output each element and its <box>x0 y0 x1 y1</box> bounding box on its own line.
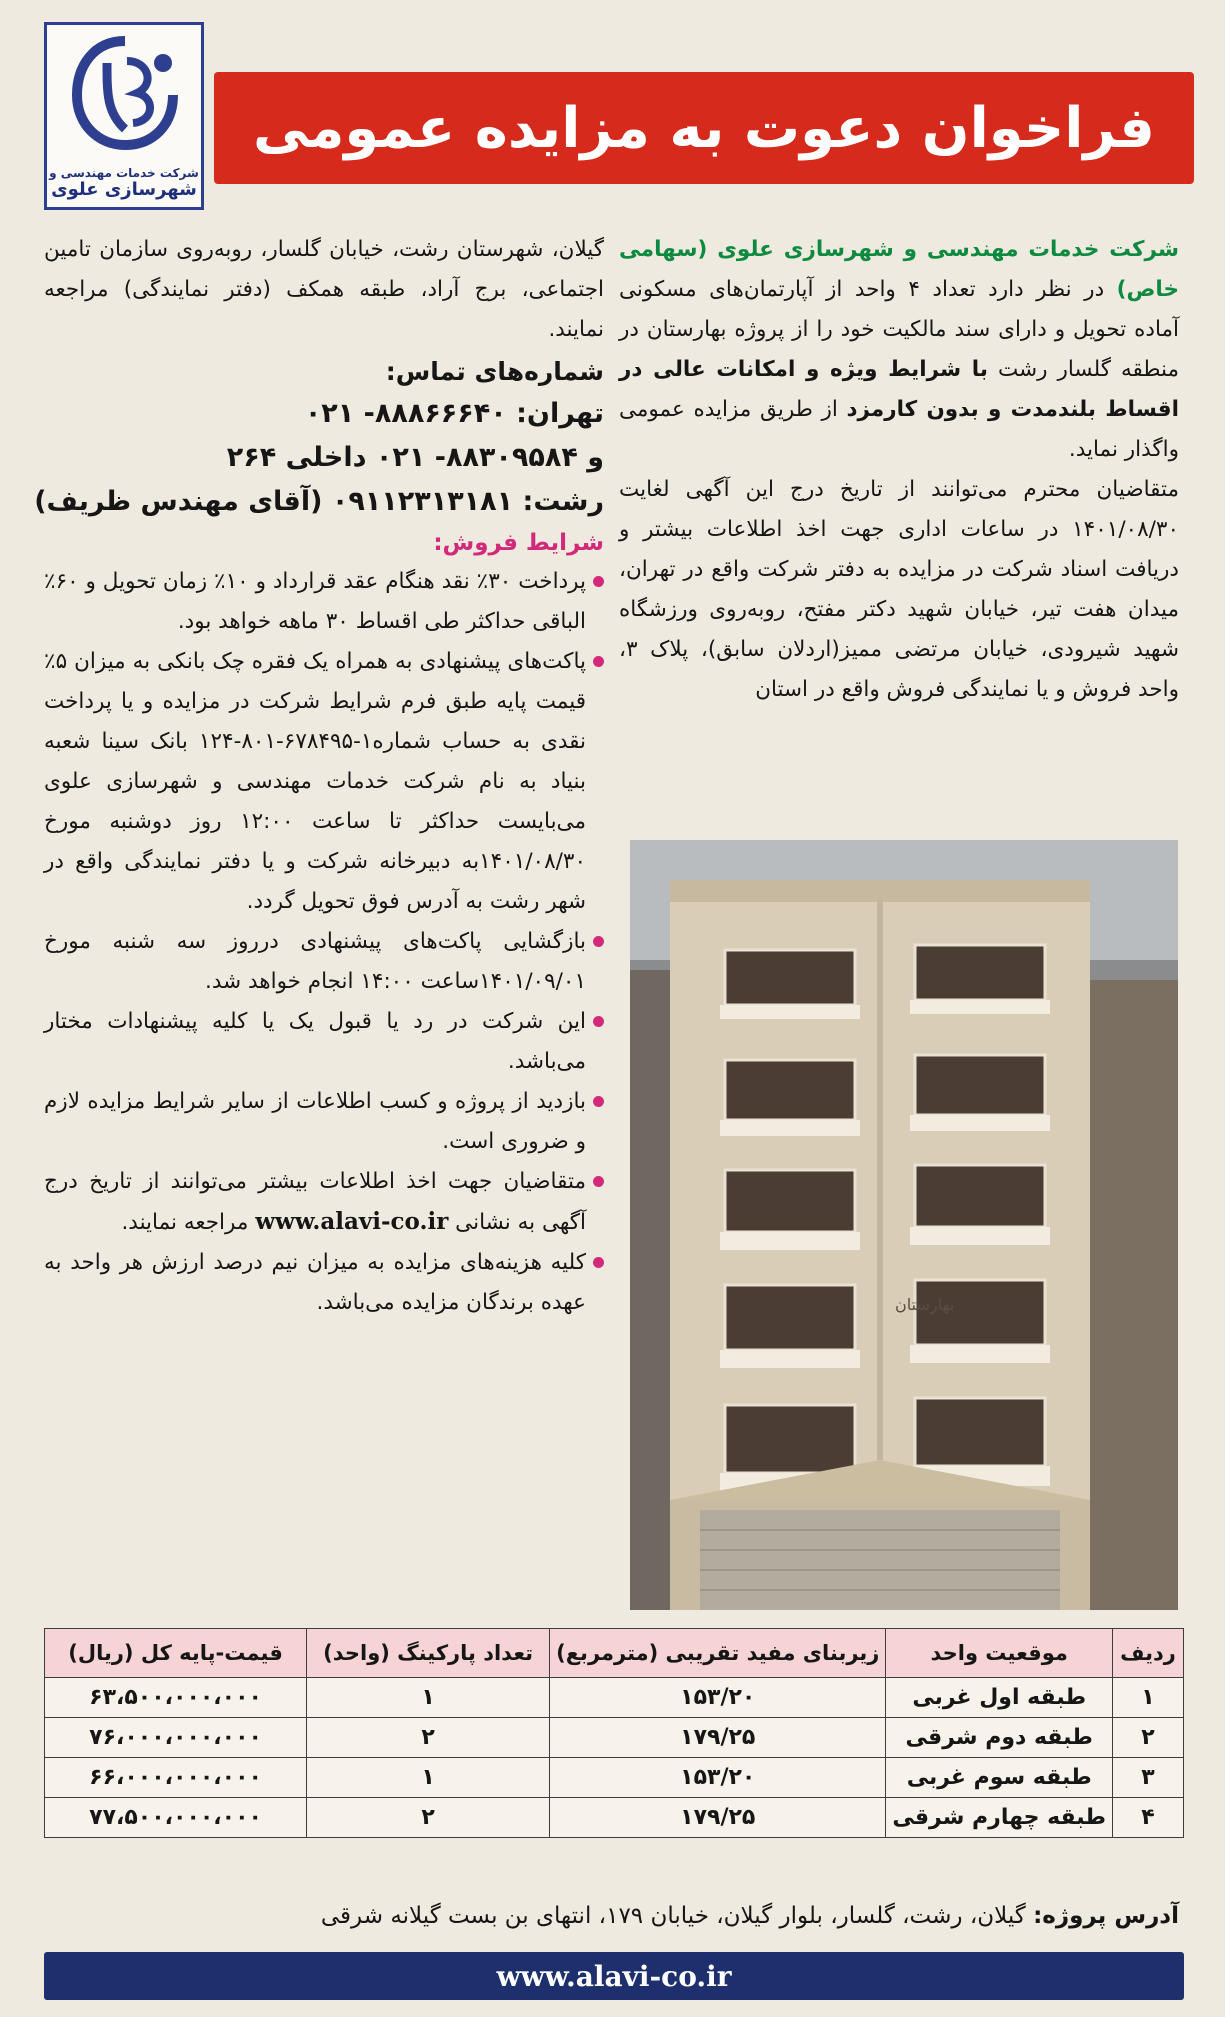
cell-area: ۱۵۳/۲۰ <box>550 1678 886 1718</box>
table-header-row <box>45 1629 1184 1678</box>
header-idx: ردیف <box>1113 1629 1184 1678</box>
condition-item <box>44 1162 604 1243</box>
condition-item: پاکت‌های پیشنهادی به همراه یک فقره چک بانکی به میزان ۵٪ قیمت پایه طبق فرم شرایط شرکت در مزایده و یا پرداخت نقدی به حساب شماره۱-۶۷۸۴۹۵-۸۰۱-۱۲۴ بانک سینا شعبه بنیاد به نام شرکت خدمات مهندسی و شهرسازی علوی می‌بایست حداکثر تا ساعت ۱۲:۰۰ روز دوشنبه مورخ ۱۴۰۱/۰۸/۳۰به دبیرخانه شرکت و یا دفتر نمایندگی واقع در شهر رشت به آدرس فوق تحویل گردد. <box>44 642 604 922</box>
condition-item: کلیه هزینه‌های مزایده به میزان نیم درصد ارزش هر واحد به عهده برندگان مزایده می‌باشد. <box>44 1243 604 1323</box>
units-table <box>44 1628 1184 1838</box>
table-row <box>45 1678 1184 1718</box>
logo-text-line1: شرکت خدمات مهندسی و <box>49 165 199 180</box>
intro-text-1: در نظر دارد تعداد ۴ واحد از آپارتمان‌های مسکونی آماده تحویل و دارای سند مالکیت خود را از پروژه بهارستان در منطقه گلسار رشت <box>619 277 1179 382</box>
advertisement-page <box>8 8 1217 2009</box>
building-photo <box>630 840 1178 1610</box>
cell-parking: ۱ <box>307 1758 550 1798</box>
logo-emblem-icon <box>63 33 187 153</box>
contact-heading: شماره‌های تماس: <box>385 357 604 386</box>
company-logo <box>44 22 204 210</box>
cell-parking: ۲ <box>307 1798 550 1838</box>
contact-tehran-2: و ۸۸۳۰۹۵۸۴- ۰۲۱ داخلی ۲۶۴ <box>226 442 604 473</box>
cell-price: ۶۶،۰۰۰،۰۰۰،۰۰۰ <box>45 1758 307 1798</box>
cell-location: طبقه سوم غربی <box>886 1758 1113 1798</box>
contact-rasht: رشت: ۰۹۱۱۲۳۱۳۱۸۱ (آقای مهندس ظریف) <box>34 486 604 517</box>
intro-paragraph-2: متقاضیان محترم می‌توانند از تاریخ درج این آگهی لغایت ۱۴۰۱/۰۸/۳۰ در ساعات اداری جهت اخذ اطلاعات بیشتر و دریافت اسناد شرکت در مزایده به دفتر شرکت واقع در تهران، میدان هفت تیر، خیابان شهید دکتر مفتح، روبه‌روی ورزشگاه شهید شیرودی، خیابان مرتضی ممیز(اردلان سابق)، پلاک ۳، واحد فروش و یا نمایندگی فروش واقع در استان <box>619 477 1179 702</box>
footer-website-link[interactable]: www.alavi-co.ir <box>496 1959 732 1993</box>
cell-area: ۱۵۳/۲۰ <box>550 1758 886 1798</box>
table-row <box>45 1758 1184 1798</box>
company-name: شرکت خدمات مهندسی و شهرسازی علوی (سهامی خاص) <box>619 237 1179 302</box>
cell-area: ۱۷۹/۲۵ <box>550 1718 886 1758</box>
cell-location: طبقه دوم شرقی <box>886 1718 1113 1758</box>
address-continuation: گیلان، شهرستان رشت، خیابان گلسار، روبه‌روی سازمان تامین اجتماعی، برج آراد، طبقه همکف (دفتر نمایندگی) مراجعه نمایند. <box>44 237 604 342</box>
conditions-column <box>34 230 604 1323</box>
cell-location: طبقه اول غربی <box>886 1678 1113 1718</box>
website-link[interactable]: www.alavi-co.ir <box>255 1208 449 1235</box>
cell-parking: ۲ <box>307 1718 550 1758</box>
cell-area: ۱۷۹/۲۵ <box>550 1798 886 1838</box>
header-parking: تعداد پارکینگ (واحد) <box>307 1629 550 1678</box>
condition-text: متقاضیان جهت اخذ اطلاعات بیشتر می‌توانند از تاریخ درج آگهی به نشانی <box>44 1169 586 1235</box>
cell-idx: ۲ <box>1113 1718 1184 1758</box>
cell-price: ۶۳،۵۰۰،۰۰۰،۰۰۰ <box>45 1678 307 1718</box>
condition-item: بازگشایی پاکت‌های پیشنهادی درروز سه شنبه مورخ ۱۴۰۱/۰۹/۰۱ساعت ۱۴:۰۰ انجام خواهد شد. <box>44 922 604 1002</box>
cell-price: ۷۷،۵۰۰،۰۰۰،۰۰۰ <box>45 1798 307 1838</box>
table-row <box>45 1718 1184 1758</box>
table-row <box>45 1798 1184 1838</box>
header <box>44 22 1194 212</box>
address-value: گیلان، رشت، گلسار، بلوار گیلان، خیابان ۱۷۹، انتهای بن بست گیلانه شرقی <box>320 1903 1034 1929</box>
intro-paragraph <box>619 230 1179 470</box>
title-banner <box>214 72 1194 184</box>
intro-text-2: از طریق مزایده عمومی واگذار نماید. <box>619 397 1179 462</box>
cell-location: طبقه چهارم شرقی <box>886 1798 1113 1838</box>
cell-price: ۷۶،۰۰۰،۰۰۰،۰۰۰ <box>45 1718 307 1758</box>
header-location: موقعیت واحد <box>886 1629 1113 1678</box>
logo-text-line2: شهرسازی علوی <box>51 179 197 201</box>
cell-idx: ۳ <box>1113 1758 1184 1798</box>
project-address <box>39 1903 1179 1929</box>
cell-idx: ۴ <box>1113 1798 1184 1838</box>
intro-bold-terms: با شرایط ویژه و امکانات عالی در اقساط بلندمدت و بدون کارمزد <box>619 357 1179 422</box>
condition-item: پرداخت ۳۰٪ نقد هنگام عقد قرارداد و ۱۰٪ زمان تحویل و ۶۰٪ الباقی حداکثر طی اقساط ۳۰ ماهه خواهد بود. <box>44 562 604 642</box>
header-price: قیمت-پایه کل (ریال) <box>45 1629 307 1678</box>
contact-tehran-1: تهران: ۸۸۸۶۶۶۴۰- ۰۲۱ <box>304 398 604 429</box>
cell-idx: ۱ <box>1113 1678 1184 1718</box>
address-label: آدرس پروژه: <box>1033 1903 1179 1929</box>
condition-text: مراجعه نمایند. <box>121 1210 256 1235</box>
page-title: فراخوان دعوت به مزایده عمومی <box>253 95 1155 161</box>
intro-column <box>619 230 1179 710</box>
header-area: زیربنای مفید تقریبی (مترمربع) <box>550 1629 886 1678</box>
condition-item: این شرکت در رد یا قبول یک یا کلیه پیشنهادات مختار می‌باشد. <box>44 1002 604 1082</box>
condition-item: بازدید از پروژه و کسب اطلاعات از سایر شرایط مزایده لازم و ضروری است. <box>44 1082 604 1162</box>
footer-bar <box>44 1952 1184 2000</box>
cell-parking: ۱ <box>307 1678 550 1718</box>
building-sign: بهارستان <box>895 1295 955 1314</box>
sale-conditions-heading: شرایط فروش: <box>433 530 604 556</box>
